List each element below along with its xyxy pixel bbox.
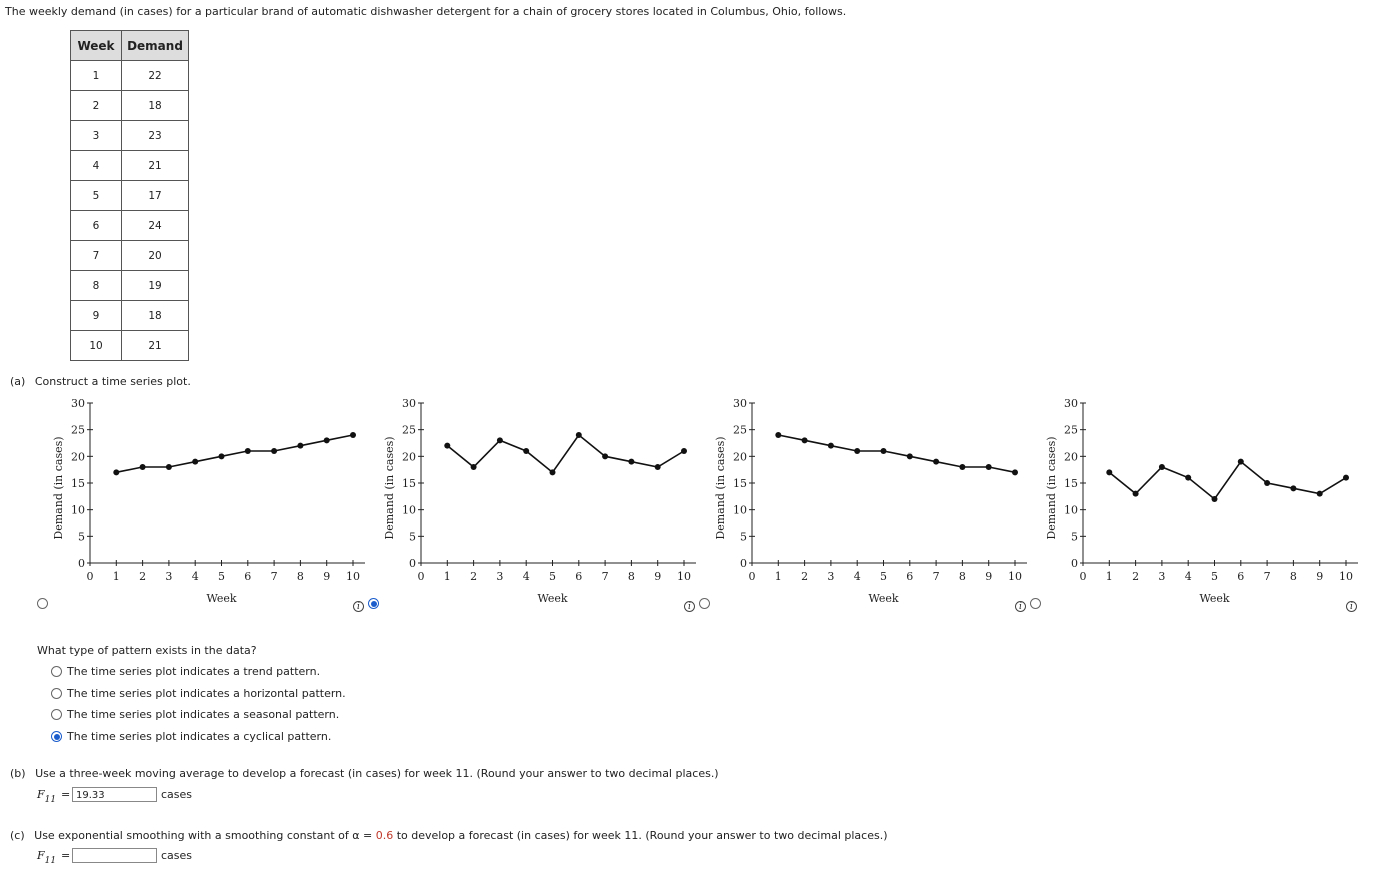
- x-tick-label: 0: [417, 570, 425, 583]
- plot-option-2-radio[interactable]: [368, 598, 379, 609]
- data-point: [986, 464, 992, 470]
- x-tick-label: 0: [748, 570, 756, 583]
- part-b-equals: =: [61, 788, 71, 801]
- demand-cell: 20: [122, 241, 189, 271]
- x-tick-label: 0: [86, 570, 94, 583]
- x-tick-label: 9: [654, 570, 662, 583]
- seasonal-radio[interactable]: [51, 709, 62, 720]
- data-point: [933, 459, 939, 465]
- pattern-question: What type of pattern exists in the data?: [37, 644, 257, 657]
- table-row: [71, 331, 189, 361]
- y-tick-label: 25: [71, 423, 85, 437]
- y-tick-label: 30: [71, 397, 85, 410]
- x-tick-label: 8: [958, 570, 966, 583]
- data-point: [1212, 496, 1218, 502]
- data-point: [1317, 491, 1323, 497]
- x-tick-label: 5: [880, 570, 887, 583]
- part-c-answer-input[interactable]: [72, 848, 157, 863]
- x-tick-label: 9: [1316, 570, 1324, 583]
- x-tick-label: 7: [932, 570, 940, 583]
- time-series-plot-4: [1023, 395, 1363, 610]
- table-row: [71, 211, 189, 241]
- y-tick-label: 25: [402, 423, 416, 437]
- plot-option-4-radio[interactable]: [1030, 598, 1041, 609]
- data-point: [113, 469, 119, 475]
- data-point: [907, 453, 913, 459]
- y-tick-label: 15: [733, 477, 747, 490]
- week-cell: 9: [71, 301, 122, 331]
- data-point: [881, 448, 887, 454]
- x-tick-label: 8: [627, 570, 635, 583]
- alpha-value: 0.6: [375, 829, 394, 842]
- week-cell: 3: [71, 121, 122, 151]
- data-point: [1106, 469, 1112, 475]
- part-c-text-post: to develop a forecast (in cases) for week 11. (Round your answer to two decimal places.): [393, 829, 888, 842]
- data-point: [297, 443, 303, 449]
- table-row: [71, 271, 189, 301]
- table-row: [71, 181, 189, 211]
- x-tick-label: 8: [296, 570, 304, 583]
- x-axis-label: Week: [1199, 592, 1230, 605]
- y-tick-label: 20: [733, 450, 747, 464]
- data-point: [324, 437, 330, 443]
- week-cell: 5: [71, 181, 122, 211]
- y-tick-label: 15: [402, 477, 416, 490]
- horizontal-label: The time series plot indicates a horizontal pattern.: [67, 687, 346, 700]
- x-tick-label: 4: [191, 570, 199, 583]
- x-tick-label: 7: [601, 570, 609, 583]
- table-row: [71, 151, 189, 181]
- part-b-var: F: [37, 788, 45, 801]
- data-point: [1290, 485, 1296, 491]
- y-tick-label: 5: [78, 530, 85, 544]
- data-point: [497, 437, 503, 443]
- x-axis-label: Week: [206, 592, 237, 605]
- demand-cell: 17: [122, 181, 189, 211]
- data-point: [166, 464, 172, 470]
- week-cell: 6: [71, 211, 122, 241]
- data-point: [628, 459, 634, 465]
- part-b-answer-input[interactable]: 19.33: [72, 787, 157, 802]
- part-c-equals: =: [61, 849, 71, 862]
- x-tick-label: 3: [1158, 570, 1166, 583]
- trend-label: The time series plot indicates a trend pattern.: [67, 665, 321, 678]
- problem-intro: The weekly demand (in cases) for a particular brand of automatic dishwasher detergent for a chain of grocery stores located in Columbus, Ohio, follows.: [5, 5, 847, 18]
- part-c-label: (c): [10, 829, 25, 842]
- data-point: [1012, 469, 1018, 475]
- data-point: [1133, 491, 1139, 497]
- data-point: [1185, 475, 1191, 481]
- y-tick-label: 5: [740, 530, 747, 544]
- y-tick-label: 15: [1064, 477, 1078, 490]
- x-tick-label: 1: [112, 570, 120, 583]
- plot-1-info-icon[interactable]: i: [353, 601, 364, 612]
- table-row: [71, 91, 189, 121]
- data-point: [471, 464, 477, 470]
- part-a-label: (a): [10, 375, 26, 388]
- x-tick-label: 6: [1237, 570, 1245, 583]
- x-tick-label: 1: [1105, 570, 1113, 583]
- week-cell: 8: [71, 271, 122, 301]
- x-tick-label: 3: [165, 570, 173, 583]
- x-tick-label: 2: [801, 570, 809, 583]
- x-tick-label: 2: [1132, 570, 1140, 583]
- data-point: [854, 448, 860, 454]
- data-point: [1343, 475, 1349, 481]
- data-point: [140, 464, 146, 470]
- x-tick-label: 7: [270, 570, 278, 583]
- y-axis-label: Demand (in cases): [383, 436, 396, 540]
- part-c-sub: 11: [44, 856, 57, 866]
- y-tick-label: 15: [71, 477, 85, 490]
- data-point: [1159, 464, 1165, 470]
- x-tick-label: 10: [346, 570, 360, 583]
- x-tick-label: 1: [774, 570, 782, 583]
- x-tick-label: 9: [323, 570, 331, 583]
- y-tick-label: 20: [402, 450, 416, 464]
- series-line: [447, 435, 684, 472]
- y-tick-label: 10: [402, 503, 416, 517]
- data-point: [681, 448, 687, 454]
- x-tick-label: 4: [1184, 570, 1192, 583]
- part-c-var: F: [37, 849, 45, 862]
- x-tick-label: 5: [218, 570, 225, 583]
- data-point: [192, 459, 198, 465]
- data-point: [959, 464, 965, 470]
- table-row: [71, 121, 189, 151]
- time-series-plot-1: [30, 395, 370, 610]
- x-tick-label: 6: [575, 570, 583, 583]
- data-point: [350, 432, 356, 438]
- y-axis-label: Demand (in cases): [1045, 436, 1058, 540]
- x-tick-label: 6: [906, 570, 914, 583]
- demand-table: [70, 30, 189, 361]
- part-c-unit: cases: [161, 849, 193, 862]
- y-tick-label: 20: [71, 450, 85, 464]
- y-axis-label: Demand (in cases): [714, 436, 727, 540]
- week-cell: 1: [71, 61, 122, 91]
- data-point: [775, 432, 781, 438]
- table-row: [71, 61, 189, 91]
- week-cell: 2: [71, 91, 122, 121]
- part-b-sub: 11: [44, 795, 57, 805]
- y-axis-label: Demand (in cases): [52, 436, 65, 540]
- data-point: [655, 464, 661, 470]
- week-header: Week: [71, 31, 122, 61]
- y-tick-label: 20: [1064, 450, 1078, 464]
- x-tick-label: 3: [827, 570, 835, 583]
- time-series-plot-3: [692, 395, 1032, 610]
- part-b-text: Use a three-week moving average to develop a forecast (in cases) for week 11. (Round your answer to two decimal places.): [35, 767, 719, 780]
- demand-cell: 19: [122, 271, 189, 301]
- plot-option-3-radio[interactable]: [699, 598, 710, 609]
- week-cell: 10: [71, 331, 122, 361]
- x-axis-label: Week: [868, 592, 899, 605]
- x-tick-label: 9: [985, 570, 993, 583]
- data-point: [550, 469, 556, 475]
- y-tick-label: 5: [409, 530, 416, 544]
- plot-4-info-icon[interactable]: i: [1346, 601, 1357, 612]
- demand-cell: 21: [122, 151, 189, 181]
- x-tick-label: 4: [522, 570, 530, 583]
- table-row: [71, 241, 189, 271]
- y-tick-label: 5: [1071, 530, 1078, 544]
- y-tick-label: 0: [78, 557, 85, 570]
- part-b-variable: [37, 788, 57, 805]
- demand-header: Demand: [122, 31, 189, 61]
- series-line: [116, 435, 353, 472]
- data-point: [828, 443, 834, 449]
- x-tick-label: 1: [443, 570, 451, 583]
- part-c-variable: [37, 849, 57, 866]
- x-tick-label: 6: [244, 570, 252, 583]
- x-tick-label: 4: [853, 570, 861, 583]
- x-tick-label: 2: [470, 570, 478, 583]
- series-line: [778, 435, 1015, 472]
- part-b-label: (b): [10, 767, 26, 780]
- x-tick-label: 7: [1263, 570, 1271, 583]
- part-c-prompt: [10, 829, 887, 842]
- x-tick-label: 2: [139, 570, 147, 583]
- data-point: [444, 443, 450, 449]
- demand-cell: 18: [122, 301, 189, 331]
- part-b-prompt: [10, 767, 719, 780]
- y-tick-label: 30: [1064, 397, 1078, 410]
- y-tick-label: 25: [1064, 423, 1078, 437]
- week-cell: 7: [71, 241, 122, 271]
- demand-cell: 22: [122, 61, 189, 91]
- y-tick-label: 0: [740, 557, 747, 570]
- y-tick-label: 10: [1064, 503, 1078, 517]
- part-b-unit: cases: [161, 788, 193, 801]
- data-point: [245, 448, 251, 454]
- x-tick-label: 10: [677, 570, 691, 583]
- y-tick-label: 30: [402, 397, 416, 410]
- time-series-plot-2: [361, 395, 701, 610]
- data-point: [523, 448, 529, 454]
- data-point: [1264, 480, 1270, 486]
- x-tick-label: 10: [1339, 570, 1353, 583]
- plot-3-info-icon[interactable]: i: [1015, 601, 1026, 612]
- x-tick-label: 5: [1211, 570, 1218, 583]
- x-tick-label: 0: [1079, 570, 1087, 583]
- part-c-text-pre: Use exponential smoothing with a smoothing constant of α =: [34, 829, 376, 842]
- data-point: [802, 437, 808, 443]
- x-tick-label: 3: [496, 570, 504, 583]
- y-tick-label: 10: [733, 503, 747, 517]
- demand-cell: 21: [122, 331, 189, 361]
- data-point: [576, 432, 582, 438]
- part-a-prompt: [10, 375, 191, 388]
- cyclical-label: The time series plot indicates a cyclical pattern.: [67, 730, 332, 743]
- x-tick-label: 8: [1289, 570, 1297, 583]
- part-a-text: Construct a time series plot.: [34, 375, 191, 388]
- y-tick-label: 0: [1071, 557, 1078, 570]
- x-axis-label: Week: [537, 592, 568, 605]
- cyclical-radio[interactable]: [51, 731, 62, 742]
- plot-2-info-icon[interactable]: i: [684, 601, 695, 612]
- x-tick-label: 10: [1008, 570, 1022, 583]
- demand-cell: 18: [122, 91, 189, 121]
- y-tick-label: 30: [733, 397, 747, 410]
- demand-cell: 24: [122, 211, 189, 241]
- trend-radio[interactable]: [51, 666, 62, 677]
- series-line: [1109, 462, 1346, 499]
- data-point: [271, 448, 277, 454]
- data-point: [602, 453, 608, 459]
- week-cell: 4: [71, 151, 122, 181]
- plot-option-1-radio[interactable]: [37, 598, 48, 609]
- y-tick-label: 0: [409, 557, 416, 570]
- seasonal-label: The time series plot indicates a seasonal pattern.: [67, 708, 340, 721]
- x-tick-label: 5: [549, 570, 556, 583]
- data-point: [219, 453, 225, 459]
- y-tick-label: 25: [733, 423, 747, 437]
- horizontal-radio[interactable]: [51, 688, 62, 699]
- table-row: [71, 301, 189, 331]
- data-point: [1238, 459, 1244, 465]
- y-tick-label: 10: [71, 503, 85, 517]
- demand-cell: 23: [122, 121, 189, 151]
